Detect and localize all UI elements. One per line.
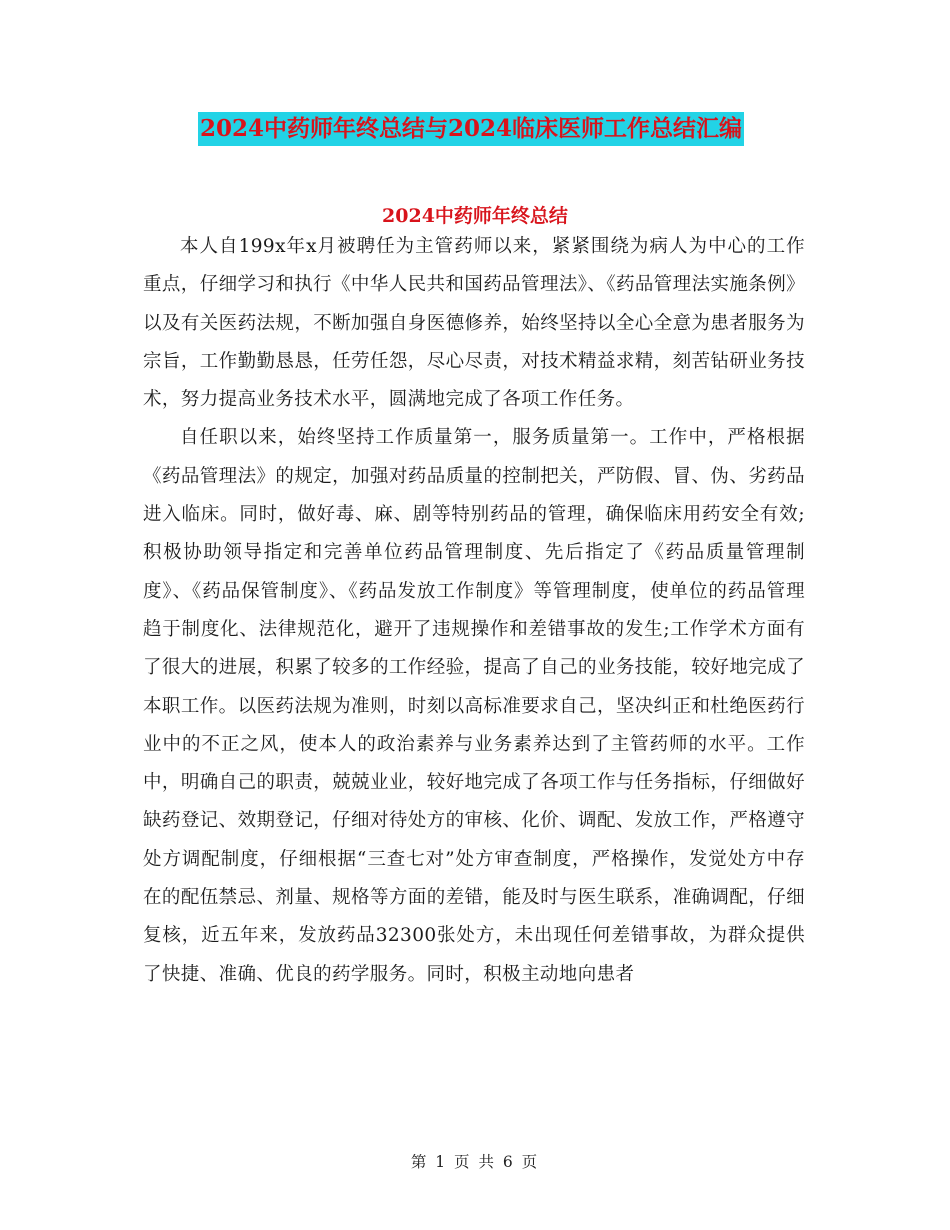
- paragraph: 本人自199x年x月被聘任为主管药师以来，紧紧围绕为病人为中心的工作重点，仔细学习和执行《中华人民共和国药品管理法》、《药品管理法实施条例》以及有关医药法规，不断加强自身医德修养，始终坚持以全心全意为患者服务为宗旨，工作勤勤恳恳，任劳任怨，尽心尽责，对技术精益求精，刻苦钻研业务技术，努力提高业务技术水平，圆满地完成了各项工作任务。: [143, 236, 805, 411]
- document-title: 2024中药师年终总结与2024临床医师工作总结汇编: [198, 112, 744, 146]
- paragraph: 自任职以来，始终坚持工作质量第一，服务质量第一。工作中，严格根据《药品管理法》的规定，加强对药品质量的控制把关，严防假、冒、伪、劣药品进入临床。同时，做好毒、麻、剧等特别药品的管理，确保临床用药安全有效;积极协助领导指定和完善单位药品管理制度、先后指定了《药品质量管理制度》、《药品保管制度》、《药品发放工作制度》等管理制度，使单位的药品管理趋于制度化、法律规范化，避开了违规操作和差错事故的发生;工作学术方面有了很大的进展，积累了较多的工作经验，提高了自己的业务技能，较好地完成了本职工作。以医药法规为准则，时刻以高标准要求自己，坚决纠正和杜绝医药行业中的不正之风，使本人的政治素养与业务素养达到了主管药师的水平。工作中，明确自己的职责，兢兢业业，较好地完成了各项工作与任务指标，仔细做好缺药登记、效期登记，仔细对待处方的审核、化价、调配、发放工作，严格遵守处方调配制度，仔细根据“三查七对”处方审查制度，严格操作，发觉处方中存在的配伍禁忌、剂量、规格等方面的差错，能及时与医生联系，准确调配，仔细复核，近五年来，发放药品32300张处方，未出现任何差错事故，为群众提供了快捷、准确、优良的药学服务。同时，积极主动地向患者: [143, 427, 805, 985]
- body-text: [143, 228, 805, 994]
- section-title: 2024中药师年终总结: [382, 205, 568, 227]
- page-number: 第 1 页 共 6 页: [410, 1153, 540, 1171]
